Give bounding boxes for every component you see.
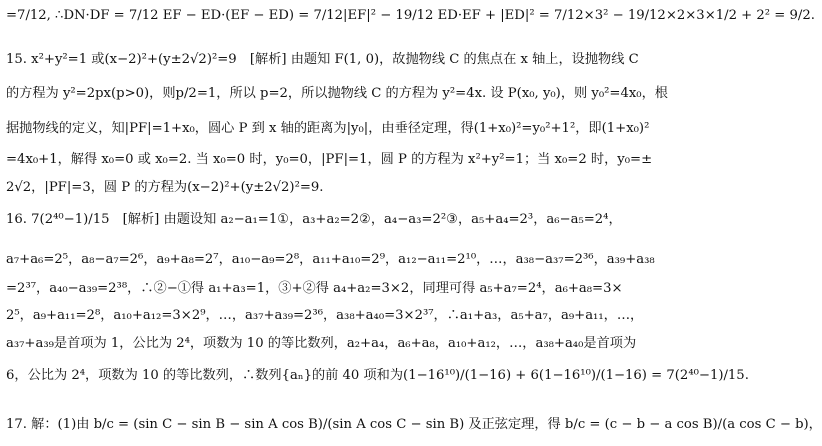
text-line-6: 2√2，|PF|=3，圆 P 的方程为(x−2)²+(y±2√2)²=9. — [6, 180, 324, 195]
text-line-1: =7/12, ∴DN·DF = 7/12 EF − ED·(EF − ED) = 7/12|EF|² − 19/12 ED·EF + |ED|² = 7/12×3² − 19/12×2×3×1/2 + 2² = 9/2. — [6, 8, 815, 23]
text-line-12: 6，公比为 2⁴，项数为 10 的等比数列，∴数列{aₙ}的前 40 项和为(1−16¹⁰)/(1−16) + 6(1−16¹⁰)/(1−16) = 7(2⁴⁰−1)/15. — [6, 368, 749, 383]
text-line-5: =4x₀+1，解得 x₀=0 或 x₀=2. 当 x₀=0 时，y₀=0，|PF|=1，圆 P 的方程为 x²+y²=1；当 x₀=2 时，y₀=± — [6, 152, 653, 167]
text-line-3: 的方程为 y²=2px(p>0)，则p/2=1，所以 p=2，所以抛物线 C 的方程为 y²=4x. 设 P(x₀, y₀)，则 y₀²=4x₀，根 — [6, 86, 668, 101]
text-line-13: 17. 解：(1)由 b/c = (sin C − sin B − sin A cos B)/(sin A cos C − sin B) 及正弦定理，得 b/c = (c − b − a cos B)/(a cos C − b)， — [6, 417, 822, 432]
text-line-7: 16. 7(2⁴⁰−1)/15 [解析] 由题设知 a₂−a₁=1①，a₃+a₂=2②，a₄−a₃=2²③，a₅+a₄=2³，a₆−a₅=2⁴， — [6, 212, 622, 227]
text-line-2: 15. x²+y²=1 或(x−2)²+(y±2√2)²=9 [解析] 由题知 F(1, 0)，故抛物线 C 的焦点在 x 轴上，设抛物线 C — [6, 52, 639, 67]
text-line-4: 据抛物线的定义，知|PF|=1+x₀，圆心 P 到 x 轴的距离为|y₀|，由垂径定理，得(1+x₀)²=y₀²+1²，即(1+x₀)² — [6, 121, 650, 136]
text-line-9: =2³⁷，a₄₀−a₃₉=2³⁸，∴②−①得 a₁+a₃=1，③+②得 a₄+a₂=3×2，同理可得 a₅+a₇=2⁴，a₆+a₈=3× — [6, 281, 623, 296]
text-line-10: 2⁵，a₉+a₁₁=2⁸，a₁₀+a₁₂=3×2⁹，…，a₃₇+a₃₉=2³⁶，a₃₈+a₄₀=3×2³⁷，∴a₁+a₃，a₅+a₇，a₉+a₁₁，…， — [6, 308, 644, 323]
text-line-8: a₇+a₆=2⁵，a₈−a₇=2⁶，a₉+a₈=2⁷，a₁₀−a₉=2⁸，a₁₁+a₁₀=2⁹，a₁₂−a₁₁=2¹⁰，…，a₃₈−a₃₇=2³⁶，a₃₉+a₃₈ — [6, 252, 655, 267]
text-line-11: a₃₇+a₃₉是首项为 1，公比为 2⁴，项数为 10 的等比数列，a₂+a₄，a₆+a₈，a₁₀+a₁₂，…，a₃₈+a₄₀是首项为 — [6, 336, 637, 351]
